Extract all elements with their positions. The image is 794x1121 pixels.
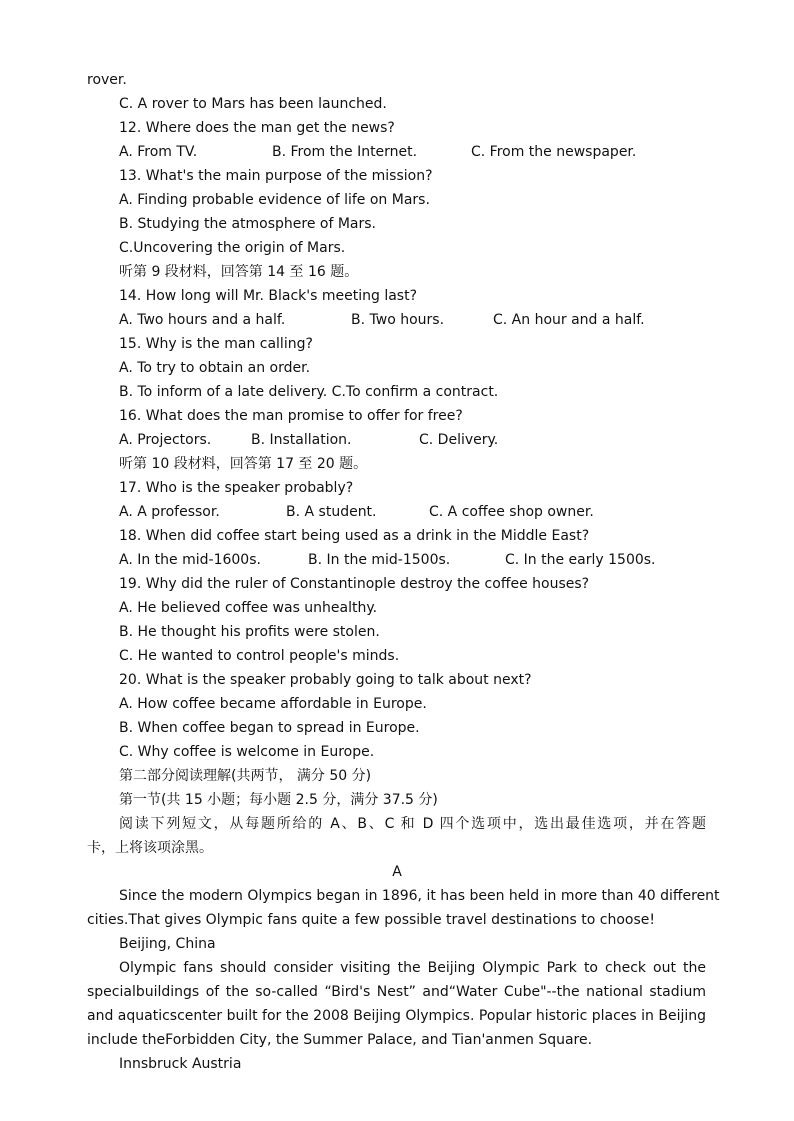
- option-b: B. He thought his profits were stolen.: [119, 624, 380, 640]
- subheading: Beijing, China: [119, 936, 216, 952]
- option-c: C. Delivery.: [419, 432, 499, 448]
- paragraph-line: Olympic fans should consider visiting the Beijing Olympic Park to check out the: [119, 960, 706, 976]
- option-a: A. Two hours and a half.: [119, 312, 286, 328]
- question-14: 14. How long will Mr. Black's meeting last?: [119, 288, 417, 304]
- option-c: C. Why coffee is welcome in Europe.: [119, 744, 375, 760]
- paragraph-line: specialbuildings of the so-called “Bird's Nest” and“Water Cube"--the national stadium: [87, 984, 706, 1000]
- instruction-line: 阅读下列短文，从每题所给的 A、B、C 和 D 四个选项中，选出最佳选项，并在答题: [119, 816, 706, 832]
- question-18: 18. When did coffee start being used as a drink in the Middle East?: [119, 528, 590, 544]
- option-b: B. Installation.: [251, 432, 352, 448]
- option-b: B. Two hours.: [351, 312, 445, 328]
- option-a: A. Projectors.: [119, 432, 212, 448]
- option-c: C. A rover to Mars has been launched.: [119, 96, 387, 112]
- option-a: A. In the mid-1600s.: [119, 552, 261, 568]
- paragraph-line: and aquaticscenter built for the 2008 Beijing Olympics. Popular historic places in Beijing: [87, 1008, 706, 1024]
- paragraph-line: include theForbidden City, the Summer Palace, and Tian'anmen Square.: [87, 1032, 593, 1048]
- option-a: A. From TV.: [119, 144, 198, 160]
- option-c: C. From the newspaper.: [471, 144, 637, 160]
- question-19: 19. Why did the ruler of Constantinople destroy the coffee houses?: [119, 576, 590, 592]
- passage-letter: A: [392, 864, 402, 880]
- option-a: A. He believed coffee was unhealthy.: [119, 600, 378, 616]
- option-c: C. A coffee shop owner.: [429, 504, 594, 520]
- option-a: A. How coffee became affordable in Europe.: [119, 696, 427, 712]
- question-20: 20. What is the speaker probably going to talk about next?: [119, 672, 532, 688]
- question-12: 12. Where does the man get the news?: [119, 120, 395, 136]
- section-instruction: 听第 10 段材料，回答第 17 至 20 题。: [119, 456, 368, 472]
- option-a: A. Finding probable evidence of life on Mars.: [119, 192, 430, 208]
- option-b: B. From the Internet.: [272, 144, 418, 160]
- section-instruction: 听第 9 段材料，回答第 14 至 16 题。: [119, 264, 359, 280]
- option-b: B. Studying the atmosphere of Mars.: [119, 216, 377, 232]
- option-c: C.Uncovering the origin of Mars.: [119, 240, 346, 256]
- option-a: A. A professor.: [119, 504, 220, 520]
- option-b: B. When coffee began to spread in Europe.: [119, 720, 420, 736]
- question-13: 13. What's the main purpose of the mission?: [119, 168, 433, 184]
- option-c: C. He wanted to control people's minds.: [119, 648, 400, 664]
- option-b: B. In the mid-1500s.: [308, 552, 451, 568]
- option-c: C. An hour and a half.: [493, 312, 645, 328]
- part-heading: 第二部分阅读理解(共两节， 满分 50 分): [119, 768, 372, 784]
- question-17: 17. Who is the speaker probably?: [119, 480, 354, 496]
- question-15: 15. Why is the man calling?: [119, 336, 313, 352]
- subheading: Innsbruck Austria: [119, 1056, 242, 1072]
- option-b-c: B. To inform of a late delivery. C.To confirm a contract.: [119, 384, 499, 400]
- text-line: rover.: [87, 72, 127, 88]
- option-a: A. To try to obtain an order.: [119, 360, 311, 376]
- question-16: 16. What does the man promise to offer for free?: [119, 408, 463, 424]
- paragraph-line: Since the modern Olympics began in 1896, it has been held in more than 40 different: [119, 888, 720, 904]
- paragraph-line: cities.That gives Olympic fans quite a few possible travel destinations to choose!: [87, 912, 655, 928]
- section-heading: 第一节(共 15 小题；每小题 2.5 分，满分 37.5 分): [119, 792, 438, 808]
- option-c: C. In the early 1500s.: [505, 552, 656, 568]
- option-b: B. A student.: [286, 504, 377, 520]
- instruction-line: 卡，上将该项涂黑。: [87, 840, 213, 856]
